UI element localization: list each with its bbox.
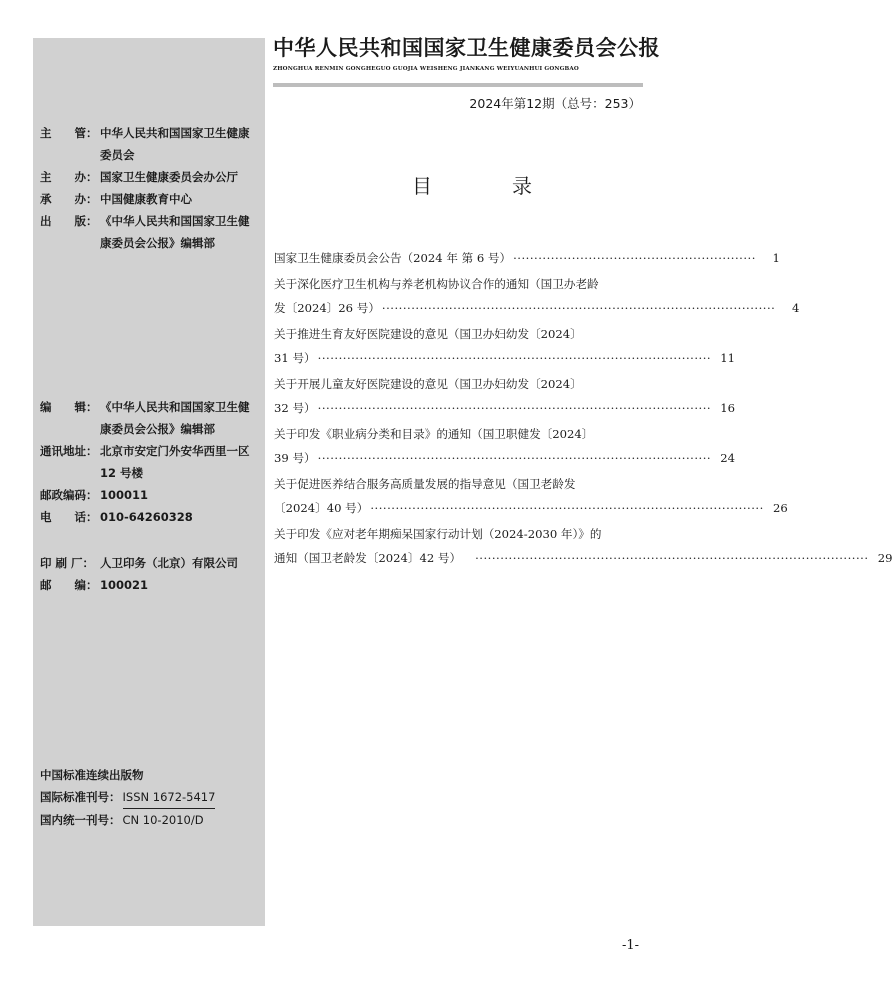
toc-entry[interactable] bbox=[274, 522, 893, 570]
page-number: -1- bbox=[621, 938, 639, 953]
toc-entry[interactable] bbox=[274, 322, 736, 370]
dot-leader: ·························································· bbox=[513, 251, 756, 265]
toc-page-number: 29 bbox=[877, 551, 893, 565]
info-row-address bbox=[40, 440, 260, 484]
info-value: 100021 bbox=[100, 578, 149, 592]
dot-leader: ······························································································ bbox=[381, 301, 776, 315]
dot-leader: ······························································································ bbox=[317, 451, 712, 465]
toc-entry-title: 关于印发《职业病分类和目录》的通知（国卫职健发〔2024〕 bbox=[274, 427, 594, 441]
issue-number: 2024年第12期（总号：253） bbox=[469, 96, 641, 111]
info-row-postcode bbox=[40, 484, 260, 506]
toc-page-number: 11 bbox=[720, 351, 736, 365]
publisher-info bbox=[40, 122, 260, 254]
issn-label: 国际标准刊号： bbox=[40, 790, 121, 804]
info-label: 邮政编码： bbox=[40, 488, 98, 502]
info-label: 电 话： bbox=[40, 510, 98, 524]
toc-entry-title: 关于促进医养结合服务高质量发展的指导意见（国卫老龄发 bbox=[274, 477, 576, 491]
toc-page-number: 1 bbox=[772, 251, 780, 265]
info-value: 《中华人民共和国国家卫生健康委员会公报》编辑部 bbox=[100, 214, 250, 250]
standard-title: 中国标准连续出版物 bbox=[40, 768, 144, 782]
info-row-printer-postcode bbox=[40, 574, 285, 596]
header-divider bbox=[273, 83, 643, 87]
toc-entry-title-cont: 32 号） bbox=[274, 401, 316, 415]
info-row-supervisor bbox=[40, 122, 260, 166]
info-label: 邮 编： bbox=[40, 578, 98, 592]
toc-entry[interactable] bbox=[274, 472, 788, 520]
dot-leader: ······························································································ bbox=[317, 351, 712, 365]
toc-entry-title-cont: 发〔2024〕26 号） bbox=[274, 301, 380, 315]
issn-row bbox=[40, 786, 215, 809]
info-value: 人卫印务（北京）有限公司 bbox=[100, 556, 238, 570]
toc-page-number: 26 bbox=[772, 501, 788, 515]
toc-entry-title: 国家卫生健康委员会公告（2024 年 第 6 号） bbox=[274, 251, 512, 265]
info-label: 印 刷 厂： bbox=[40, 556, 95, 570]
toc-entry-title-cont: 31 号） bbox=[274, 351, 316, 365]
toc-entry-title: 关于深化医疗卫生机构与养老机构协议合作的通知（国卫办老龄 bbox=[274, 277, 599, 291]
toc-entry-title: 关于开展儿童友好医院建设的意见（国卫办妇幼发〔2024〕 bbox=[274, 377, 582, 391]
printing-info bbox=[40, 552, 285, 596]
dot-leader: ······························································································ bbox=[317, 401, 712, 415]
cn-row bbox=[40, 809, 215, 831]
info-value: 010-64260328 bbox=[100, 510, 193, 524]
cn-value: CN 10-2010/D bbox=[122, 813, 204, 827]
info-label: 主 办： bbox=[40, 170, 98, 184]
table-of-contents bbox=[274, 246, 893, 570]
info-row-phone bbox=[40, 506, 260, 528]
serial-standard-info bbox=[40, 764, 215, 831]
info-label: 主 管： bbox=[40, 126, 98, 140]
toc-entry-title: 关于推进生育友好医院建设的意见（国卫办妇幼发〔2024〕 bbox=[274, 327, 582, 341]
toc-entry-title: 关于印发《应对老年期痴呆国家行动计划（2024-2030 年）》的 bbox=[274, 527, 602, 541]
toc-entry-title-cont: 39 号） bbox=[274, 451, 316, 465]
info-label: 编 辑： bbox=[40, 400, 98, 414]
info-value: 中华人民共和国国家卫生健康委员会 bbox=[100, 126, 250, 162]
info-row-organizer bbox=[40, 188, 260, 210]
info-row-printer bbox=[40, 552, 285, 574]
toc-heading: 目 录 bbox=[412, 174, 562, 198]
info-value: 100011 bbox=[100, 488, 149, 502]
toc-entry[interactable] bbox=[274, 422, 736, 470]
toc-entry-title-cont: 通知（国卫老龄发〔2024〕42 号） bbox=[274, 551, 462, 565]
toc-page-number: 4 bbox=[791, 301, 800, 315]
toc-entry[interactable] bbox=[274, 272, 800, 320]
info-value: 《中华人民共和国国家卫生健康委员会公报》编辑部 bbox=[100, 400, 250, 436]
info-value: 中国健康教育中心 bbox=[100, 192, 192, 206]
info-value: 北京市安定门外安华西里一区 12 号楼 bbox=[100, 444, 250, 480]
cn-label: 国内统一刊号： bbox=[40, 813, 121, 827]
info-label: 出 版： bbox=[40, 214, 98, 228]
dot-leader: ······························································································ bbox=[475, 551, 869, 565]
toc-entry-title-cont: 〔2024〕40 号） bbox=[274, 501, 369, 515]
info-label: 通讯地址： bbox=[40, 444, 98, 458]
journal-title: 中华人民共和国国家卫生健康委员会公报 bbox=[273, 36, 660, 60]
toc-page-number: 16 bbox=[720, 401, 736, 415]
toc-entry[interactable] bbox=[274, 246, 780, 270]
info-value: 国家卫生健康委员会办公厅 bbox=[100, 170, 238, 184]
dot-leader: ······························································································ bbox=[370, 501, 764, 515]
editorial-info bbox=[40, 396, 260, 528]
toc-page-number: 24 bbox=[720, 451, 736, 465]
journal-title-pinyin: ZHONGHUA RENMIN GONGHEGUO GUOJIA WEISHENG JIANKANG WEIYUANHUI GONGBAO bbox=[273, 66, 579, 72]
issn-value: ISSN 1672-5417 bbox=[123, 786, 216, 809]
info-label: 承 办： bbox=[40, 192, 98, 206]
toc-entry[interactable] bbox=[274, 372, 736, 420]
info-row-sponsor bbox=[40, 166, 260, 188]
info-row-editor bbox=[40, 396, 260, 440]
info-row-publisher bbox=[40, 210, 260, 254]
